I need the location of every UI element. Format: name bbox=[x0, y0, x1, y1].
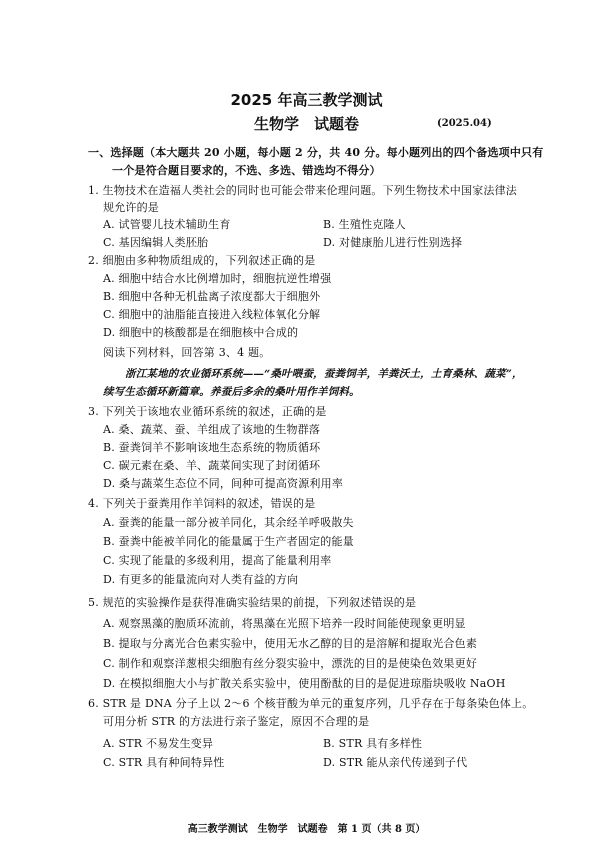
q6-stem-cont: 可用分析 STR 的方法进行亲子鉴定，原因不合理的是 bbox=[103, 715, 370, 728]
q4-option-b[interactable]: B. 蚕粪中能被羊同化的能量属于生产者固定的能量 bbox=[103, 535, 354, 548]
q6-option-d[interactable]: D. STR 能从亲代传递到子代 bbox=[323, 756, 468, 769]
q4-option-c[interactable]: C. 实现了能量的多级利用，提高了能量利用率 bbox=[103, 554, 332, 567]
exam-date: (2025.04) bbox=[437, 118, 492, 129]
q5-option-a[interactable]: A. 观察黑藻的胞质环流前，将黑藻在光照下培养一段时间能使现象更明显 bbox=[103, 617, 466, 630]
q6-option-a[interactable]: A. STR 不易发生变异 bbox=[103, 737, 214, 750]
page-footer: 高三教学测试 生物学 试题卷 第 1 页（共 8 页） bbox=[187, 824, 426, 835]
q1-option-a[interactable]: A. 试管婴儿技术辅助生育 bbox=[103, 218, 231, 231]
q2-option-d[interactable]: D. 细胞中的核酸都是在细胞核中合成的 bbox=[103, 326, 299, 339]
q1-stem-cont: 规允许的是 bbox=[103, 201, 159, 214]
q6-option-b[interactable]: B. STR 具有多样性 bbox=[323, 737, 423, 750]
q5-option-d[interactable]: D. 在模拟细胞大小与扩散关系实验中，使用酚酞的目的是促进琼脂块吸收 NaOH bbox=[103, 677, 506, 690]
q4-stem: 4. 下列关于蚕粪用作羊饲料的叙述，错误的是 bbox=[88, 497, 316, 510]
q3-option-c[interactable]: C. 碳元素在桑、羊、蔬菜间实现了封闭循环 bbox=[103, 459, 321, 472]
q2-option-c[interactable]: C. 细胞中的油脂能直接进入线粒体氧化分解 bbox=[103, 308, 321, 321]
q2-option-a[interactable]: A. 细胞中结合水比例增加时，细胞抗逆性增强 bbox=[103, 272, 332, 285]
reading-material-line2: 续写生态循环新篇章。养蚕后多余的桑叶用作羊饲料。 bbox=[103, 386, 360, 398]
q1-option-c[interactable]: C. 基因编辑人类胚胎 bbox=[103, 236, 209, 249]
q5-option-c[interactable]: C. 制作和观察洋葱根尖细胞有丝分裂实验中，漂洗的目的是使染色效果更好 bbox=[103, 657, 478, 670]
q1-stem: 1. 生物技术在造福人类社会的同时也可能会带来伦理问题。下列生物技术中国家法律法 bbox=[88, 184, 517, 197]
reading-intro: 阅读下列材料，回答第 3、4 题。 bbox=[103, 346, 271, 359]
q4-option-a[interactable]: A. 蚕粪的能量一部分被羊同化，其余经羊呼吸散失 bbox=[103, 516, 354, 529]
q2-stem: 2. 细胞由多种物质组成的，下列叙述正确的是 bbox=[88, 254, 316, 267]
page-subtitle: 生物学 试题卷 bbox=[253, 115, 359, 133]
q4-option-d[interactable]: D. 有更多的能量流向对人类有益的方向 bbox=[103, 573, 299, 586]
q2-option-b[interactable]: B. 细胞中各种无机盐离子浓度都大于细胞外 bbox=[103, 290, 321, 303]
page-title: 2025 年高三教学测试 bbox=[230, 91, 383, 109]
q6-option-c[interactable]: C. STR 具有种间特异性 bbox=[103, 756, 225, 769]
q1-option-d[interactable]: D. 对健康胎儿进行性别选择 bbox=[323, 236, 463, 249]
reading-material-line1: 浙江某地的农业循环系统——“桑叶喂蚕，蚕粪饲羊，羊粪沃土，土育桑林、蔬菜”， bbox=[125, 368, 523, 380]
q5-stem: 5. 规范的实验操作是获得准确实验结果的前提，下列叙述错误的是 bbox=[88, 596, 417, 609]
q6-stem: 6. STR 是 DNA 分子上以 2～6 个核苷酸为单元的重复序列，几乎存在于每条染色体上。 bbox=[88, 697, 534, 710]
q3-option-d[interactable]: D. 桑与蔬菜生态位不同，间种可提高资源利用率 bbox=[103, 477, 344, 490]
q3-option-b[interactable]: B. 蚕粪饲羊不影响该地生态系统的物质循环 bbox=[103, 441, 321, 454]
section-heading: 一、选择题（本大题共 20 小题，每小题 2 分，共 40 分。每小题列出的四个备选项中只有 bbox=[88, 146, 544, 159]
q1-option-b[interactable]: B. 生殖性克隆人 bbox=[323, 218, 406, 231]
q3-stem: 3. 下列关于该地农业循环系统的叙述，正确的是 bbox=[88, 405, 327, 418]
q3-option-a[interactable]: A. 桑、蔬菜、蚕、羊组成了该地的生物群落 bbox=[103, 423, 321, 436]
q5-option-b[interactable]: B. 提取与分离光合色素实验中，使用无水乙醇的目的是溶解和提取光合色素 bbox=[103, 637, 478, 650]
section-heading-cont: 一个是符合题目要求的，不选、多选、错选均不得分） bbox=[112, 164, 381, 177]
